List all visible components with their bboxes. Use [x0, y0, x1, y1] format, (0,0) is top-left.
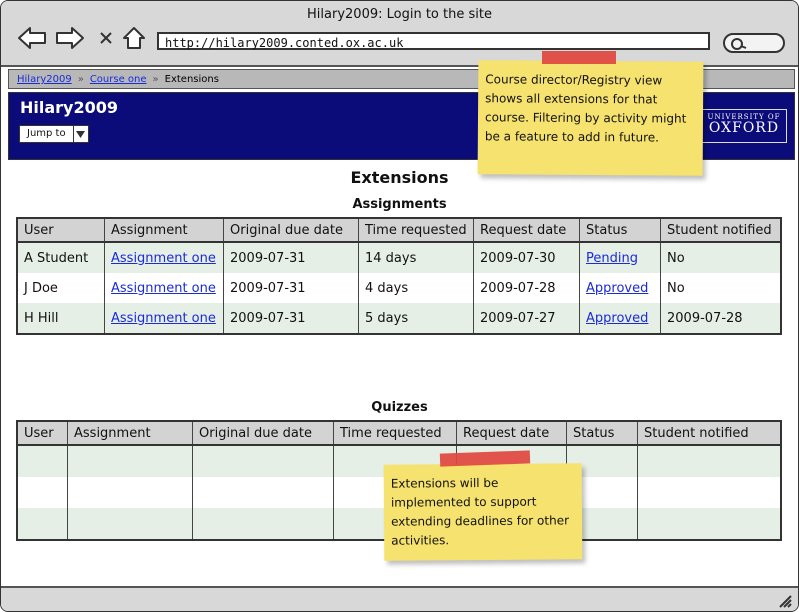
column-header: Original due date [193, 421, 334, 445]
breadcrumb-separator-icon: » [152, 74, 159, 85]
cell-request-date: 2009-07-27 [474, 303, 580, 334]
breadcrumb-item-course[interactable]: Course one [89, 74, 147, 85]
window-title: Hilary2009: Login to the site [307, 7, 492, 22]
cell-notified: 2009-07-28 [661, 303, 782, 334]
cell-user: A Student [17, 242, 105, 273]
cell-user: H Hill [17, 303, 105, 334]
cell-user: J Doe [17, 273, 105, 303]
assignments-heading: Assignments [352, 197, 447, 212]
search-input[interactable] [723, 33, 785, 53]
chevron-down-icon [73, 126, 88, 142]
breadcrumb-item-current: Extensions [164, 74, 219, 85]
cell-due-date: 2009-07-31 [224, 242, 359, 273]
column-header: Time requested [334, 421, 457, 445]
cell-time-requested: 4 days [359, 273, 474, 303]
column-header: Assignment [105, 218, 224, 242]
address-bar[interactable]: http://hilary2009.conted.ox.ac.uk [157, 32, 710, 50]
cell-request-date: 2009-07-28 [474, 273, 580, 303]
cell-request-date: 2009-07-30 [474, 242, 580, 273]
status-bar [1, 586, 798, 612]
column-header: Request date [457, 421, 567, 445]
column-header: Time requested [359, 218, 474, 242]
jump-to-select[interactable] [19, 125, 89, 143]
status-link[interactable]: Approved [586, 310, 649, 326]
column-header: Student notified [638, 421, 782, 445]
column-header: User [17, 218, 105, 242]
stop-icon[interactable] [96, 25, 116, 51]
column-header: User [17, 421, 68, 445]
assignments-table [16, 217, 782, 335]
back-icon[interactable] [16, 25, 48, 51]
column-header: Status [567, 421, 638, 445]
assignment-link[interactable]: Assignment one [111, 280, 216, 296]
oxford-logo: UNIVERSITY OF OXFORD [701, 109, 787, 143]
site-name: Hilary2009 [20, 98, 119, 117]
cell-time-requested: 14 days [359, 242, 474, 273]
table-header-row [17, 421, 781, 445]
home-icon[interactable] [121, 25, 147, 51]
browser-toolbar [1, 1, 798, 67]
cell-notified: No [661, 273, 782, 303]
column-header: Assignment [68, 421, 193, 445]
assignment-link[interactable]: Assignment one [111, 250, 216, 266]
breadcrumb-separator-icon: » [77, 74, 84, 85]
resize-grip-icon[interactable] [778, 593, 792, 612]
table-row [17, 273, 781, 303]
quizzes-heading: Quizzes [371, 400, 428, 415]
page-title: Extensions [350, 168, 449, 187]
column-header: Status [580, 218, 661, 242]
assignment-link[interactable]: Assignment one [111, 310, 216, 326]
jump-to-label: Jump to [27, 128, 66, 139]
search-icon [729, 37, 749, 51]
column-header: Original due date [224, 218, 359, 242]
table-header-row [17, 218, 781, 242]
forward-icon[interactable] [54, 25, 86, 51]
sticky-note-bottom: Extensions will be implemented to support extending deadlines for other activities. [384, 463, 583, 560]
column-header: Student notified [661, 218, 782, 242]
status-link[interactable]: Approved [586, 280, 649, 296]
cell-due-date: 2009-07-31 [224, 273, 359, 303]
status-link[interactable]: Pending [586, 250, 638, 266]
cell-time-requested: 5 days [359, 303, 474, 334]
breadcrumb-item-site[interactable]: Hilary2009 [17, 74, 72, 85]
table-row [17, 242, 781, 273]
cell-due-date: 2009-07-31 [224, 303, 359, 334]
column-header: Request date [474, 218, 580, 242]
sticky-note-top: Course director/Registry view shows all extensions for that course. Filtering by activity might be a feature to add in future. [478, 60, 704, 176]
tape-icon [542, 51, 616, 64]
table-row [17, 303, 781, 334]
cell-notified: No [661, 242, 782, 273]
